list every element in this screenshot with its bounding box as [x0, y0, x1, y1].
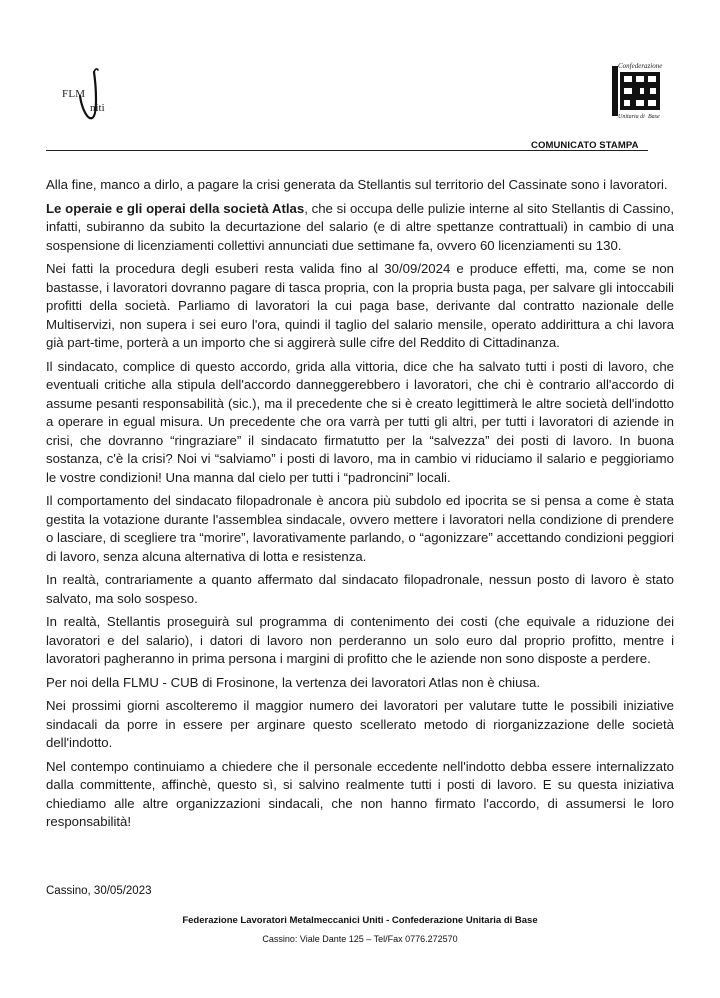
press-release-body [46, 176, 674, 837]
paragraph-6: In realtà, contrariamente a quanto affermato dal sindacato filopadronale, nessun posto di lavoro è stato salvato, ma solo sospeso. [46, 572, 674, 606]
logo-right-text-unitaria: Unitaria di [618, 114, 645, 120]
paragraph-8: Per noi della FLMU - CUB di Frosinone, la vertenza dei lavoratori Atlas non è chiusa. [46, 674, 541, 690]
logo-right-text-base: Base [648, 114, 660, 120]
logo-left-text-niti: niti [90, 102, 105, 114]
flm-uniti-logo [58, 66, 122, 122]
paragraph-2 [46, 200, 674, 256]
paragraph-2-bold: Le operaie e gli operai della società Atlas [46, 200, 305, 216]
paragraph-10: Nel contempo continuiamo a chiedere che il personale eccedente nell'indotto debba essere internalizzato dalla committente, affinchè, questo sì, si salvino realmente tutti i posti di lavoro. E su questa iniziativa chiediamo alle altre organizzazioni sindacali, che non hanno firmato l'accordo, di assumersi le loro responsabilità! [46, 758, 674, 829]
footer-address: Cassino: Viale Dante 125 – Tel/Fax 0776.272570 [262, 934, 458, 944]
paragraph-7: In realtà, Stellantis proseguirà sul programma di contenimento dei costi (che equivale a riduzione dei lavoratori e del salario), i datori di lavoro non perderanno un solo euro dal proprio profitto, mentre i lavoratori pagheranno in prima persona i margini di profitto che le aziende non sono disposte a perdere. [46, 614, 674, 666]
logo-left-text-flm: FLM [62, 88, 86, 100]
footer-organization: Federazione Lavoratori Metalmeccanici Uniti - Confederazione Unitaria di Base [182, 915, 538, 926]
paragraph-1: Alla fine, manco a dirlo, a pagare la crisi generata da Stellantis sul territorio del Cassinate sono i lavoratori. [46, 177, 668, 192]
comunicato-stampa-label: COMUNICATO STAMPA [531, 140, 639, 151]
paragraph-4: Il sindacato, complice di questo accordo, grida alla vittoria, dice che ha salvato tutti i posti di lavoro, che eventuali critiche alla stipula dell'accordo danneggerebbero i lavoratori, che chi è contrario all'accordo di assume pesanti responsabilità (sic.), ma il precedente che si è creato legittimerà le altre società dell'indotto a operare in egual misura. Un precedente che ora varrà per tutti gli altri, per tutti i lavoratori di aziende in crisi, che dovranno “ringraziare” il sindacato firmatutto per la “salvezza” dei posti di lavoro. In buona sostanza, c'è la crisi? Noi vi “salviamo” i posti di lavoro, ma in cambio vi riduciamo il salario e peggioriamo le vostre condizioni! Una manna dal cielo per tutti i “padroncini” locali. [46, 358, 674, 485]
paragraph-2-rest: , che si occupa delle pulizie interne al sito Stellantis di Cassino, infatti, subiranno da subito la decurtazione del salario (e di altre spettanze contrattuali) in cambio di una sospensione di licenziamenti collettivi annunciati due settimane fa, ovvero 60 licenziamenti su 130. [46, 200, 675, 253]
logo-right-text-confederazione: Confederazione [618, 62, 663, 70]
document-date: Cassino, 30/05/2023 [46, 885, 152, 897]
paragraph-3: Nei fatti la procedura degli esuberi resta valida fino al 30/09/2024 e produce effetti, ma, come se non bastasse, i lavoratori dovranno pagare di tasca propria, con la propria busta paga, per salvare gli intoccabili profitti della società. Parliamo di lavoratori la cui paga base, derivante dal contratto nazionale delle Multiservizi, non supera i sei euro l'ora, quindi il taglio del salario mensile, operato addirittura a chi lavora già part-time, porterà a un importo che si aggirerà sulle cifre del Reddito di Cittadinanza. [46, 261, 674, 350]
paragraph-9: Nei prossimi giorni ascolteremo il maggior numero dei lavoratori per valutare tutte le possibili iniziative sindacali da porre in essere per arginare questo scellerato metodo di riorganizzazione delle società dell'indotto. [46, 698, 674, 750]
header-divider [46, 150, 648, 151]
cub-logo [610, 60, 666, 124]
paragraph-5: Il comportamento del sindacato filopadronale è ancora più subdolo ed ipocrita se si pensa a come è stata gestita la votazione durante l'assemblea sindacale, ovvero mettere i lavoratori nella condizione di prendere o lasciare, di scegliere tra “morire”, lavorativamente parlando, o “agonizzare” accettando condizioni peggiori di lavoro, senza alcuna alternativa di lotta e resistenza. [46, 493, 674, 564]
